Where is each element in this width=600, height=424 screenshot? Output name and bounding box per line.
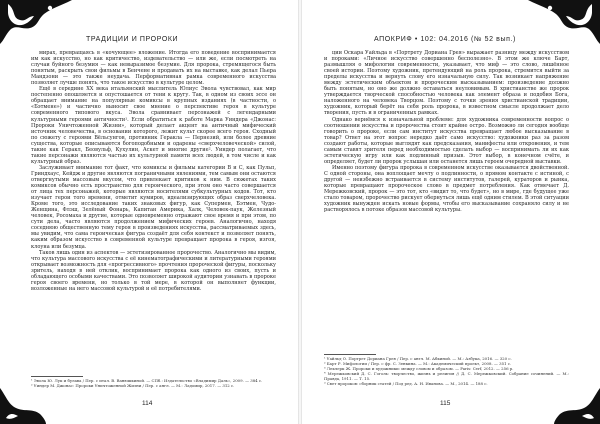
footnote: ⁵ Свет пророков: сборник статей / Под ред. А. Н. Иванова. — М., 2014. — 188 с.	[324, 380, 488, 386]
paragraph: Заслуживает внимание тот факт, что комиксы и фильмы категории B и C, как Пульп, Гриндхаус, Кейдж и другие являются пограничными явлениями, тем самым они остаются отвергнутыми массовым вкусом, что привлекает критиков к ним. В сюжетах таких комиксов обычно есть пространство для героического, при этом оно часто совершается от лица тех персонажей, которые являются носителями субкультурных кодов. Тот, кто изучает герои того времени, отметит кумиров, идеализирующих образ сверхчеловека. Кроме того, это исследование таких знаковых фигур, как Супермен, Бэтмен, Чудо-Женщина, Флэш, Зелёный Фонарь, Капитан Америка, Халк, Человек-паук, Железный человек, Росомаха и другие, которые одновременно отражают свое время и при этом, по сути дела, часто являются продолжением мифических героев. Аналогично, находя соседнюю общественную тему героя в произведениях искусства, рассматриваемых здесь, мы увидим, что сама героическая фигура создаёт для себя контекст и позволяет понять, каким образом искусство в современной культуре превращает пророка в героя, изгоя, клоуна или безумца.	[31, 164, 276, 250]
footnote-rule	[324, 354, 376, 355]
footnote: ⁴ Мережковский Д. С. Гоголь: творчество, жизнь и религия // Д. С. Мережковский. Собрание сочинений. — М.: Правда, 1911. — Т. 15.	[324, 370, 569, 381]
running-head: ТРАДИЦИИ И ПРОРОКИ	[86, 36, 179, 43]
footnote: ³ Леклерк Ж. Пророки и художники: между словом и образом. — Paris: Cerf, 2012. — 256 p.	[324, 365, 514, 371]
page-body-text	[31, 50, 276, 292]
footnote: ² Уиндер М. Джонас: Пророки Уничтоженной Жизни / Пер. с англ. — М.: Ладомир, 2017. — 312 с.	[31, 382, 235, 388]
page-body-text	[324, 50, 569, 213]
page-number: 115	[440, 400, 451, 407]
paragraph: ции Оскара Уайльда в «Портрету Дориана Грея» выражает разницу между искусством и пороками: «Личное искусство совершенно бесполезно». В этом же ключе Барт, размышляя о мифологии современности, указывает, что миф — это слово, лишённое своей истории. Поэтому художник, претендующий на роль пророка, стремится выйти за пределы искусства и вернуть слову его изначальную силу. Так возникает напряжение между эстетическим объектом и пророческим высказыванием: произведение должно быть понятым, но оно же должно оставаться неуловимым. В христианстве же пророк утверждается творческой способностью человека как элемент образа и подобия Бога, наложенного на человека Творцом. Поэтому с точки зрения христианской традиции, художник, который берёт на себя роль пророка, в известном смысле продолжает дело творения, пусть и в ограниченных рамках.	[324, 50, 569, 117]
paragraph: мирах, превращаясь в «кочующее» вложение. Итогда его поведение воспринимается им как искусство, но как критичество, издевательство — или же, если посмотреть на случаи буйного безумия — как невыразимое безумие. Для пророка, стремящегося быть понятым, раскрыть свои фильмы в Бенчене и продавать их на выставке, как делал Пьера Мандзони — это также неудача. Перформативная рамка современного искусства позволяет лучше понять, что такое искусство в культуре целом.	[31, 50, 276, 87]
right-page	[300, 0, 600, 424]
paragraph: Таков лишь один из аспектов — эстетизированное пророчество. Аналогично мы видим, что культура массового искусства с её кинематографическими и литературными героями открывает возможность для «прогрессивного» прочтения пророческой фигуры, поскольку зритель, находя в ней отклик, воспринимает пророка как одного из своих, пусть и обладающего особыми качествами. Это позволяет широкой аудитории узнавать в пророке героя своего времени, но только в той мере, в которой он выполняет функции, возложенные на него массовой культурой и её потребителями.	[31, 249, 276, 292]
paragraph: Ещё в середине XX века итальянский мыслитель Юлиус Эвола чувствовал, как мир постепенно опошляется и опустошается от тени к кругу. Так, в одном из своих эссе он обращает внимание на популярные комиксы в крупных изданиях (в частности, о «Бэтмене») и частично выносит свое мнение о перспективе героя в культуре современного типового вкуса. Эвола сравнивает персонажей с легендарными культурными героями античности¹. Если обратиться к работе Марка Уиндера «Джонас: Пророки Уничтоженной Жизни», который делает акцент на античный мифический источник человечества, в основании которого, лежит культ скорее всего героя. Сходный по сюжету с героями Вёльсунгов, противник Геракла — Пернезий, или более древние существа, которые описываются богоподобными и одарены «сверхчеловеческой» силой, такие как Геракл, Беовульф, Кухулин, Аскет и многие другие². Уиндер полагает, что такие персонажи являются частью их культурной памяти всех людей, в том числе и как культурный образ.	[31, 86, 276, 165]
footnote: ¹ Эвола Ю. Лук и булава / Пер. с итал. В. Ванюшкиной. — СПб.: Издательство «Владимир Даль», 2009. — 384 с.	[31, 378, 263, 383]
paragraph: Однако вернёмся к изначальной проблеме: для художника современности вопрос о соотношении искусства и пророчества стоит крайне остро. Возможно ли сегодня вообще говорить о пророке, если сам институт искусства превращает любое высказывание в товар? Ответ на этот вопрос нередко даёт само искусство: художники раз за разом создают работы, которые выглядят как предсказания, манифесты или откровения, и тем самым ставят зрителя перед необходимостью сделать выбор — воспринимать ли их как эстетическую игру или как подлинный призыв. Этот выбор, в конечном счёте, и определяет, будет ли пророк услышан или останется лишь героем очередной выставки.	[324, 116, 569, 165]
footnotes	[324, 354, 569, 386]
ornament-bottom-right-icon	[554, 378, 600, 424]
page-number: 114	[142, 400, 153, 407]
footnote-rule	[31, 376, 83, 377]
footnote: ² Барт Р. Мифологии / Пер. с фр. С. Зенкина. — М.: Академический проект, 2008. — 351 с.	[324, 360, 512, 366]
running-head: АПОКРИФ • 102: 04.2016 (№ 52 вып.)	[373, 36, 516, 43]
footnote: ¹ Уайльд О. Портрет Дориана Грея / Пер. с англ. М. Абкиной. — М.: Азбука, 2016. — 320 с.	[324, 356, 512, 361]
ornament-bottom-left-icon	[0, 378, 46, 424]
footnotes	[31, 376, 276, 389]
paragraph: Именно поэтому фигура пророка в современном искусстве оказывается двойственной. С одной стороны, она воплощает мечту о подлинности, о прямом контакте с истиной, с другой — неизбежно встраивается в систему институтов, галерей, кураторов и рынка, которые превращают пророческое слово в предмет потребления. Как отмечает Д. Мережковский, пророк — это тот, кто «видит то, что будет», но в мире, где будущее уже стало товаром, пророчество рискует обернуться лишь ещё одним стилем. В этой ситуации художник вынужден искать новые формы, чтобы его высказывание сохраняло силу и не растворялось в потоке образов массовой культуры.	[324, 164, 569, 214]
